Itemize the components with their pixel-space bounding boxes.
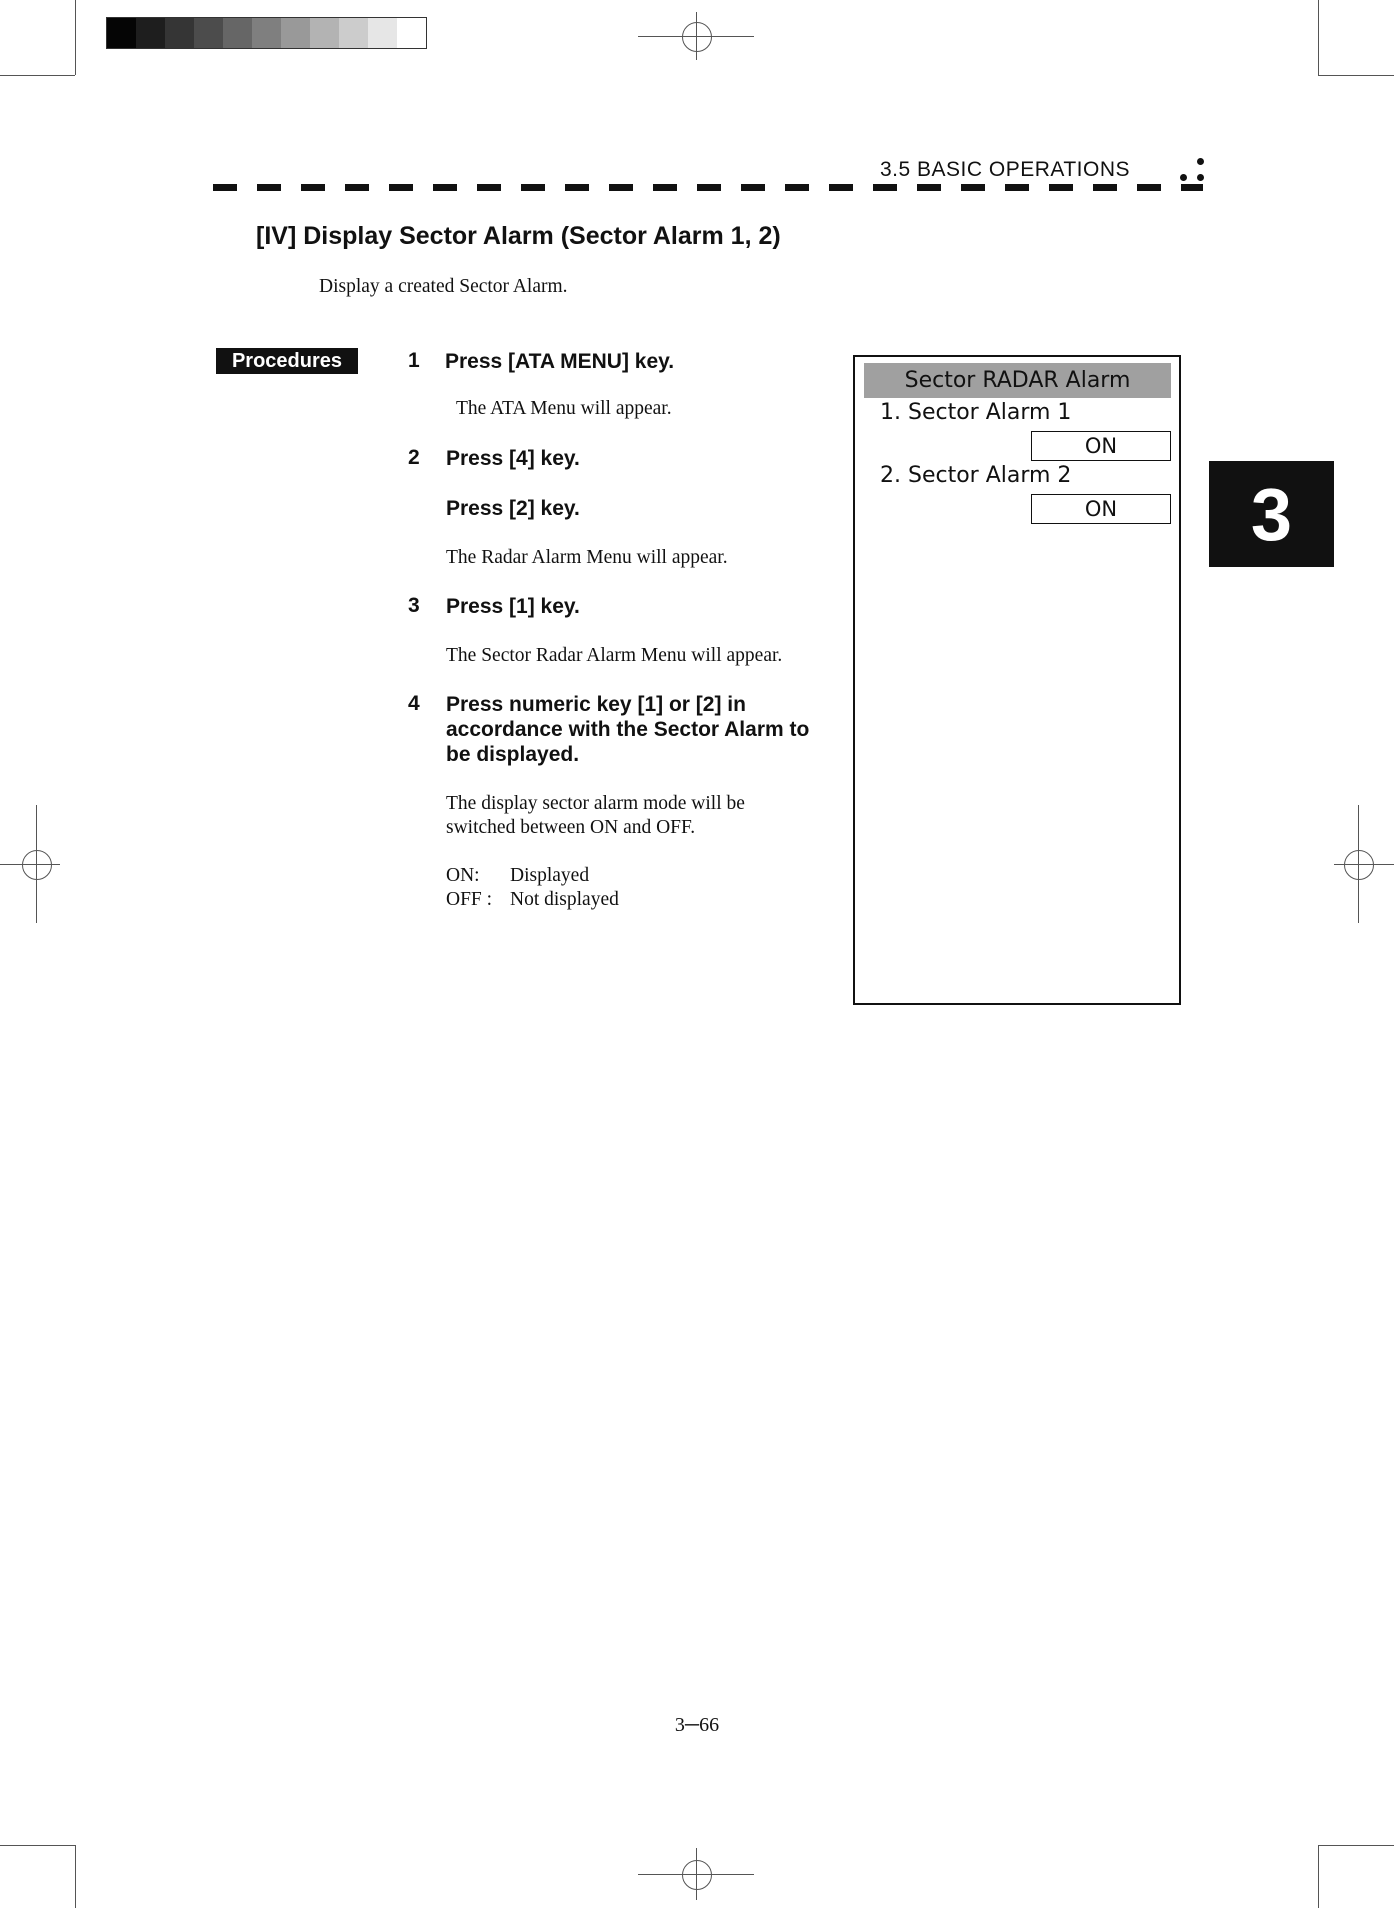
screen-title: Sector RADAR Alarm [864,363,1171,398]
menu-item-sector-alarm-1[interactable]: 1. Sector Alarm 1 [880,400,1072,425]
step-text: Press numeric key [1] or [2] in accordance with the Sector Alarm to be displayed. [446,693,810,766]
step-note: The Radar Alarm Menu will appear. [446,547,728,568]
section-title: [IV] Display Sector Alarm (Sector Alarm 1, 2) [256,222,781,250]
legend-key: ON: [446,865,480,886]
legend-key: OFF : [446,889,493,910]
color-calibration-bar [106,17,427,49]
procedures-badge: Procedures [216,348,358,374]
step-text: Press [ATA MENU] key. [445,350,675,373]
section-header: 3.5 BASIC OPERATIONS [880,158,1131,181]
step-note: The ATA Menu will appear. [456,398,672,419]
sector-alarm-2-value[interactable]: ON [1031,494,1171,524]
step-number: 1 [408,349,420,372]
step-number: 4 [408,692,420,715]
step-number: 3 [408,594,420,617]
header-dash-rule [213,184,1203,191]
step-text: Press [1] key. [446,595,580,618]
step-number: 2 [408,446,420,469]
sector-alarm-1-value[interactable]: ON [1031,431,1171,461]
step-text: Press [2] key. [446,497,580,520]
step-note: The Sector Radar Alarm Menu will appear. [446,645,783,666]
step-text: Press [4] key. [446,447,580,470]
header-dots-icon [1178,158,1206,186]
chapter-tab: 3 [1209,461,1334,567]
intro-text: Display a created Sector Alarm. [319,276,568,297]
page-number: 3─66 [674,1714,720,1736]
legend-value: Not displayed [510,889,619,910]
step-note: The display sector alarm mode will be switched between ON and OFF. [446,793,745,838]
legend-value: Displayed [510,865,590,886]
menu-item-sector-alarm-2[interactable]: 2. Sector Alarm 2 [880,463,1072,488]
